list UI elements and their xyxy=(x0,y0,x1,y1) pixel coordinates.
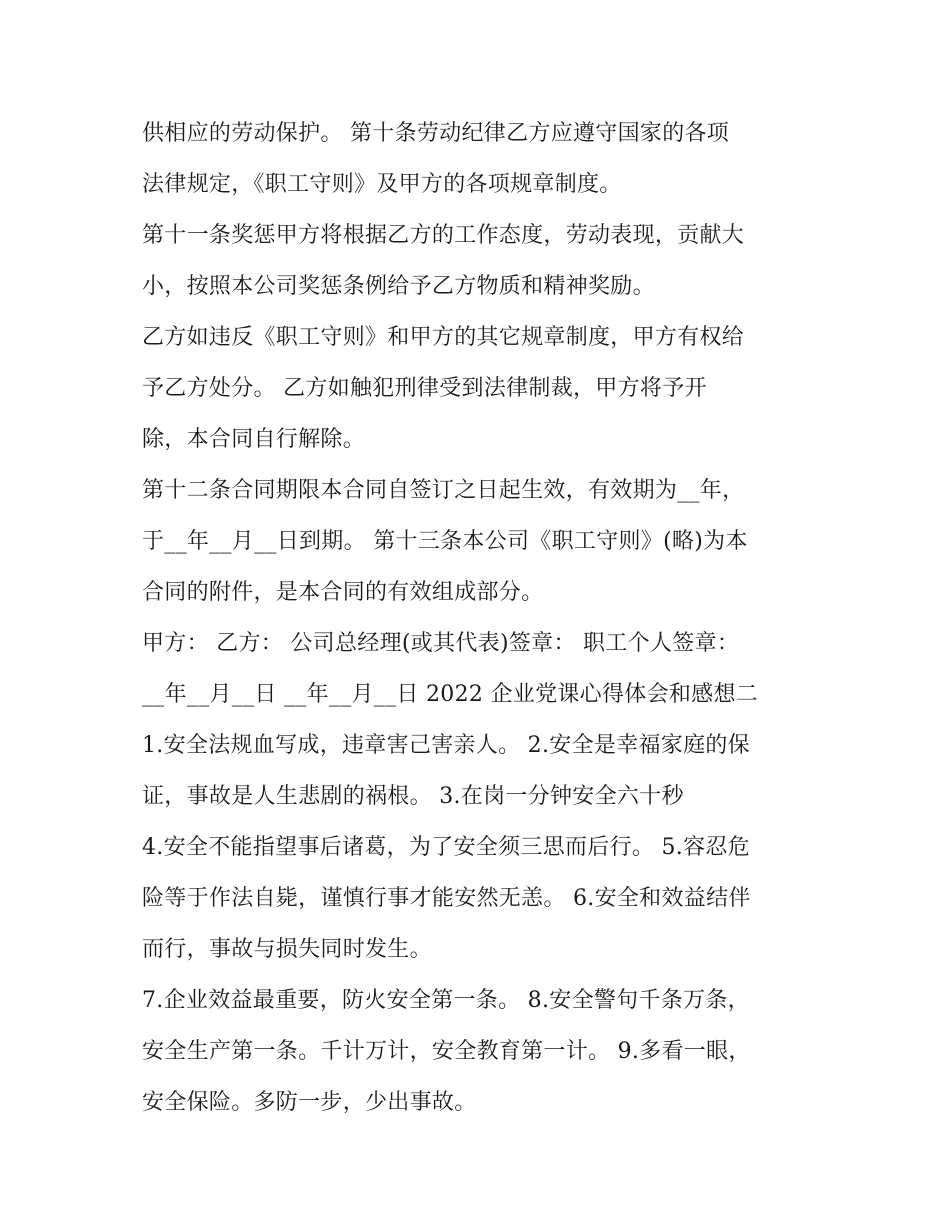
text-line: 法律规定，《职工守则》及甲方的各项规章制度。 xyxy=(142,172,622,197)
text-line: 乙方如违反《职工守则》和甲方的其它规章制度，甲方有权给 xyxy=(142,325,745,350)
text-line: 除，本合同自行解除。 xyxy=(142,427,366,452)
text-line: 而行，事故与损失同时发生。 xyxy=(142,937,432,962)
text-line: 第十二条合同期限本合同自签订之日起生效，有效期为__年， xyxy=(142,478,745,503)
text-line: 险等于作法自毙，谨慎行事才能安然无恙。 6.安全和效益结伴 xyxy=(142,886,751,911)
signature-line: 甲方： 乙方： 公司总经理(或其代表)签章： 职工个人签章： xyxy=(142,631,740,656)
date-line: __年__月__日 __年__月__日 2022 企业党课心得体会和感想二 xyxy=(142,682,759,707)
document-body xyxy=(142,108,822,1128)
text-line: 证，事故是人生悲剧的祸根。 3.在岗一分钟安全六十秒 xyxy=(142,784,684,809)
text-line: 安全保险。多防一步，少出事故。 xyxy=(142,1090,477,1115)
text-line: 予乙方处分。 乙方如触犯刑律受到法律制裁，甲方将予开 xyxy=(142,376,707,401)
text-line: 小，按照本公司奖惩条例给予乙方物质和精神奖励。 xyxy=(142,274,655,299)
text-line: 供相应的劳动保护。 第十条劳动纪律乙方应遵守国家的各项 xyxy=(142,121,730,146)
text-line: 4.安全不能指望事后诸葛，为了安全须三思而后行。 5.容忍危 xyxy=(142,835,750,860)
text-line: 安全生产第一条。千计万计，安全教育第一计。 9.多看一眼， xyxy=(142,1039,751,1064)
text-line: 7.企业效益最重要，防火安全第一条。 8.安全警句千条万条， xyxy=(142,988,750,1013)
text-line: 第十一条奖惩甲方将根据乙方的工作态度，劳动表现，贡献大 xyxy=(142,223,745,248)
text-line: 1.安全法规血写成，违章害己害亲人。 2.安全是幸福家庭的保 xyxy=(142,733,750,758)
text-line: 合同的附件，是本合同的有效组成部分。 xyxy=(142,580,544,605)
text-line: 于__年__月__日到期。 第十三条本公司《职工守则》(略)为本 xyxy=(142,529,748,554)
